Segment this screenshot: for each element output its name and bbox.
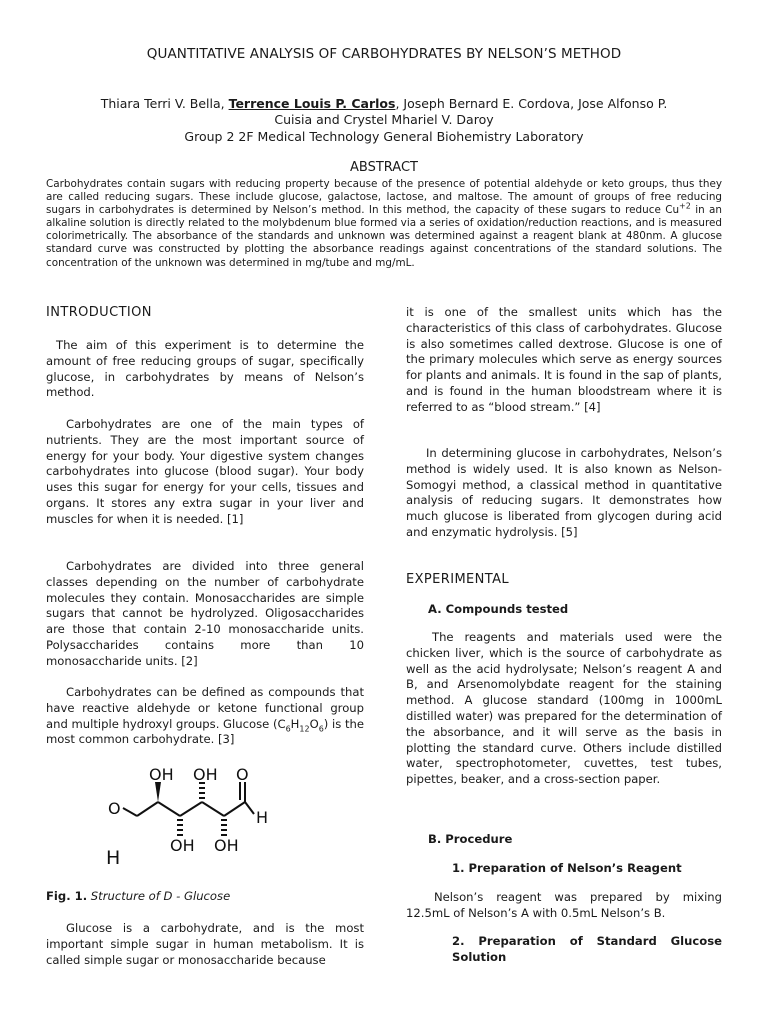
bond-c4-c5 (202, 802, 224, 816)
figure-caption-text: Structure of D - Glucose (87, 889, 231, 903)
procedure-step-1-heading: 1. Preparation of Nelson’s Reagent (452, 861, 682, 875)
formula-sub-h: 12 (299, 723, 310, 733)
compounds-tested-heading: A. Compounds tested (428, 602, 569, 616)
label-oh-c2: OH (149, 765, 174, 784)
procedure-heading: B. Procedure (428, 832, 513, 846)
formula-sub-o: 6 (318, 723, 324, 733)
abstract-superscript: +2 (679, 201, 691, 211)
abstract-text-2: in an alkaline solution is directly related to the molybdenum blue formed via a series of oxidation/reduction reactions, and is measured colorimetrically. The absorbance of the standards and unknown was determined against a reagent blank at 480nm. A glucose standard curve was constructed by plotting the absorbance readings against concentrations of the standard solutions. The concentration of the unknown was determined in mg/tube and mg/mL. (46, 204, 722, 269)
abstract-text-1: Carbohydrates contain sugars with reducing property because of the presence of potential aldehyde or keto groups, thus they are called reducing sugars. These include glucose, galactose, lactose, and maltose. The amount of groups of free reducing sugars in carbohydrates is determined by Nelson’s method. In this method, the capacity of these sugars to reduce Cu (46, 178, 722, 217)
experimental-heading: EXPERIMENTAL (406, 572, 510, 587)
abstract-body (46, 178, 722, 270)
intro-paragraph-3: Carbohydrates are divided into three general classes depending on the number of carbohydrate molecules they contain. Monosaccharides are simple sugars that cannot be hydrolyzed. Oligosaccharides are those that contain 2-10 monosaccharide units. Polysaccharides contains more than 10 monosaccharide units. [2] (46, 559, 364, 668)
authors-trailing: , Joseph Bernard E. Cordova, Jose Alfonso P. Cuisia and Crystel Mhariel V. Daroy (274, 96, 668, 127)
bond-c2-c3 (158, 802, 180, 816)
hash-bond-c4-oh (199, 783, 205, 798)
author-list (100, 96, 668, 128)
label-oh-c3: OH (170, 836, 195, 855)
figure-caption (46, 889, 364, 905)
label-o-terminal: O (108, 799, 121, 818)
intro-paragraph-5: Glucose is a carbohydrate, and is the most important simple sugar in human metabolism. It is called simple sugar or monosaccharide because (46, 921, 364, 967)
author-highlighted: Terrence Louis P. Carlos (228, 96, 396, 111)
intro-p4-text-a: Carbohydrates can be defined as compounds that have reactive aldehyde or ketone functional group and multiple hydroxyl groups. Glucose (C (46, 685, 364, 731)
wedge-bond-c2-oh (155, 782, 161, 802)
glucose-structure-figure (100, 764, 280, 870)
intro-paragraph-5-continued: it is one of the smallest units which has the characteristics of this class of carbohydrates. Glucose is also sometimes called dextrose. Glucose is one of the primary molecules which serve as energy sources for plants and animals. It is found in the sap of plants, and is found in the human bloodstream where it is referred to as “blood stream.” [4] (406, 305, 722, 414)
bond-o-c1 (123, 808, 137, 816)
intro-p4-text-b: ) is the most common carbohydrate. [3] (46, 716, 364, 747)
paper-title: QUANTITATIVE ANALYSIS OF CARBOHYDRATES BY NELSON’S METHOD (146, 46, 622, 62)
intro-paragraph-6: In determining glucose in carbohydrates, Nelson’s method is widely used. It is also known as Nelson-Somogyi method, a classical method in quantitative analysis of reducing sugars. It demonstrates how much glucose is liberated from glycogen during acid and enzymatic hydrolysis. [5] (406, 446, 722, 539)
intro-paragraph-2: Carbohydrates are one of the main types of nutrients. They are the most important source of energy for your body. Your digestive system changes carbohydrates into glucose (blood sugar). Your body uses this sugar for energy for your cells, tissues and organs. It stores any extra sugar in your liver and muscles for when it is needed. [1] (46, 417, 364, 526)
compounds-tested-text: The reagents and materials used were the chicken liver, which is the source of carbohydrate as well as the acid hydrolysate; Nelson’s reagent A and B, and Arsenomolybdate reagent for the staining method. A glucose standard (100mg in 1000mL distilled water) was prepared for the determination of the absorbance, and it will serve as the basis in plotting the standard curve. Others include distilled water, spectrophotometer, cuvettes, test tubes, pipettes, beaker, and a cross-section paper. (406, 630, 722, 787)
label-h-bottom: H (106, 847, 121, 869)
bond-c6-h (245, 802, 254, 814)
authors-leading: Thiara Terri V. Bella, (100, 96, 229, 111)
formula-o: O (309, 716, 319, 731)
label-h-aldehyde: H (256, 808, 269, 827)
label-oh-c5: OH (214, 836, 239, 855)
label-oh-c4: OH (193, 765, 218, 784)
introduction-heading: INTRODUCTION (46, 305, 152, 320)
bond-c5-c6 (224, 802, 245, 816)
hash-bond-c5-oh (221, 820, 227, 835)
figure-label: Fig. 1. (46, 889, 88, 903)
formula-h: H (290, 716, 300, 731)
bond-c3-c4 (180, 802, 202, 816)
intro-paragraph-1: The aim of this experiment is to determine the amount of free reducing groups of sugar, specifically glucose, in carbohydrates by means of Nelson’s method. (46, 338, 364, 400)
intro-paragraph-4 (46, 685, 364, 748)
hash-bond-c3-oh (177, 820, 183, 835)
procedure-step-2-heading: 2. Preparation of Standard Glucose Solution (452, 934, 722, 964)
label-o-aldehyde: O (236, 765, 249, 784)
bond-c1-c2 (137, 802, 158, 816)
abstract-heading: ABSTRACT (350, 160, 418, 175)
formula-sub-c: 6 (285, 723, 291, 733)
affiliation: Group 2 2F Medical Technology General Biohemistry Laboratory (184, 129, 584, 144)
procedure-step-1-text: Nelson’s reagent was prepared by mixing 12.5mL of Nelson’s A with 0.5mL Nelson’s B. (406, 890, 722, 920)
